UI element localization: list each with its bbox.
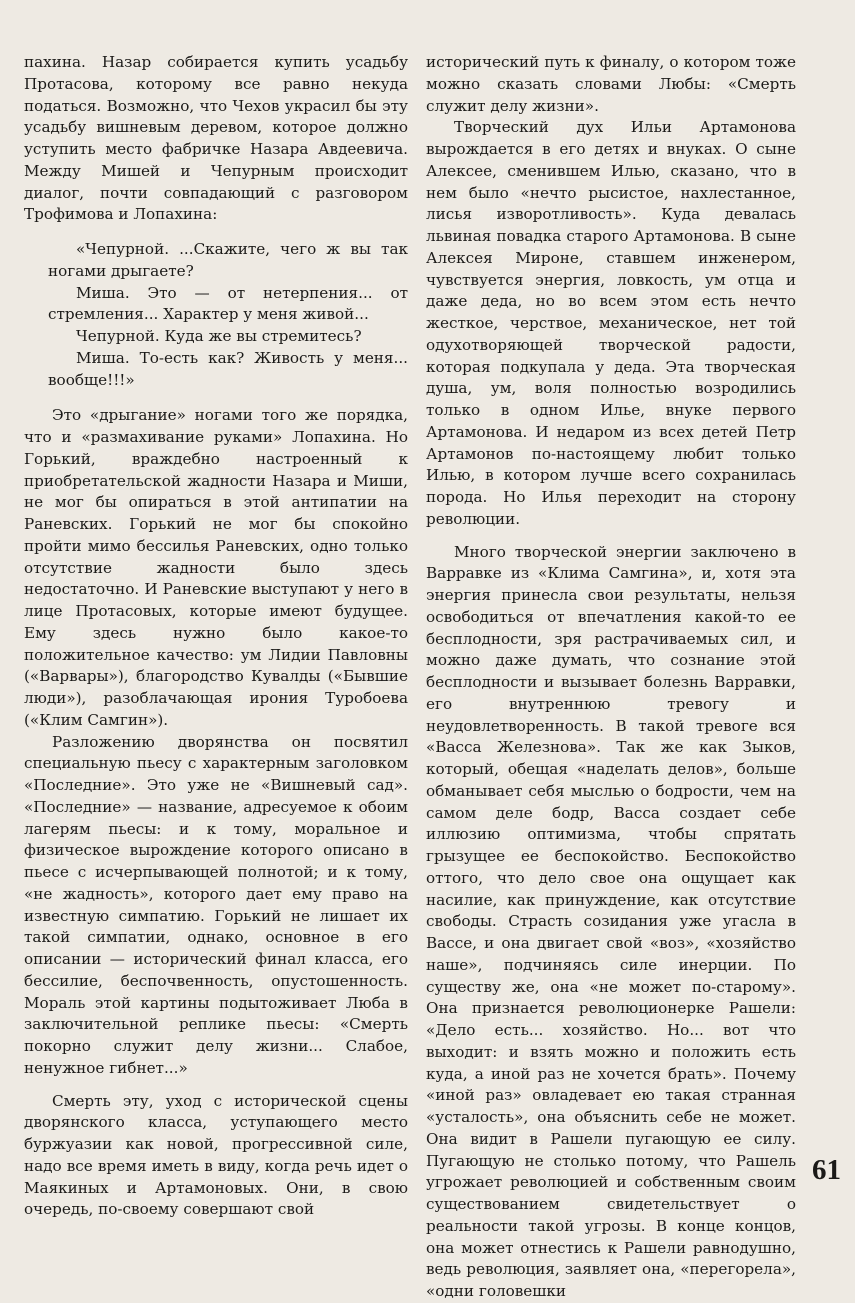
dialogue-line: Чепурной. Куда же вы стремитесь? — [76, 327, 362, 345]
dialogue-line: Миша. Это — от нетерпения... от стремления... Характер у меня живой... — [48, 283, 408, 324]
paragraph: Смерть эту, уход с исторической сцены дворянского класса, уступающего место буржуазии как новой, прогрессивной силе, надо все время иметь в виду, когда речь идет о Маякиных и Артамоновых. Они, в свою очередь, по-своему совершают свой — [24, 1091, 408, 1219]
paragraph: Это «дрыгание» ногами того же порядка, что и «размахивание руками» Лопахина. Но Горький, враждебно настроенный к приобретательской жадности Назара и Миши, не мог бы опираться в этой антипатии на Раневских. Горький не мог бы спокойно пройти мимо бессилья Раневских, одно только отсутствие жадности было здесь недостаточно. И Раневские выступают у него в лице Протасовых, которые имеют будущее. Ему здесь нужно было какое-то положительное качество: ум Лидии Павловны («Варвары»), благородство Кувалды («Бывшие люди»), разоблачающая ирония Туробоева («Клим Самгин»). — [24, 406, 408, 729]
paragraph: Много творческой энергии заключено в Варравке из «Клима Самгина», и, хотя эта энергия принесла свои результаты, нельзя освободиться от впечатления какой-то ее бесплодности, зря растрачиваемых сил, и можно даже думать, что сознание этой бесплодности и вызывает болезнь Варравки, его внутреннюю тревогу и неудовлетворенность. В такой тревоге вся «Васса Железнова». Так же как Зыков, который, обещая «наделать делов», больше обманывает себя мыслью о бодрости, чем на самом деле бодр, Васса создает себе иллюзию оптимизма, чтобы спрятать грызущее ее беспокойство. Беспокойство оттого, что дело свое она ощущает как насилие, как принуждение, как отсутствие свободы. Страсть созидания уже угасла в Вассе, и она двигает свой «воз», «хозяйство наше», подчиняясь силе инерции. По существу же, она «не может по-старому». Она признается революционерке Рашели: «Дело есть... хозяйство. Но... вот что выходит: и взять можно и положить есть куда, а иной раз не хочется брать». Почему «иной раз» овладевает ею такая странная «усталость», она объяснить себе не может. Она видит в Рашели пугающую ее силу. Пугающую не столько потому, что Рашель угрожает революцией и собственным своим существованием свидетельствует о реальности такой угрозы. В конце концов, она может отнестись к Рашели равнодушно, ведь революция, заявляет она, «перегорела», «одни головешки — [426, 542, 796, 1300]
paragraph: пахина. Назар собирается купить усадьбу Протасова, которому все равно некуда податься. Возможно, что Чехов украсил бы эту усадьбу вишневым деревом, которое должно уступить место фабричке Назара Авдеевича. Между Мишей и Чепурным происходит диалог, почти совпадающий с разговором Трофимова и Лопахина: — [24, 53, 408, 224]
page-number: 61 — [812, 1154, 841, 1186]
paragraph: исторический путь к финалу, о котором тоже можно сказать словами Любы: «Смерть служит делу жизни». — [426, 53, 796, 115]
paragraph: Творческий дух Ильи Артамонова вырождается в его детях и внуках. О сыне Алексее, сменившем Илью, сказано, что в нем было «нечто рысистое, нахлестанное, лисья изворотливость». Куда девалась львиная повадка старого Артамонова. В сыне Алексея Мироне, ставшем инженером, чувствуется энергия, ловкость, ум отца и даже деда, но во всем этом есть нечто жесткое, черствое, механическое, нет той одухотворяющей творческой радости, которая подкупала у деда. Эта творческая душа, ум, воля полностью возродились только в одном Илье, внуке первого Артамонова. И недаром из всех детей Петр Артамонов по-настоящему любит только Илью, в котором лучше всего сохранилась порода. Но Илья переходит на сторону революции. — [426, 118, 796, 528]
right-column — [426, 52, 796, 1303]
dialogue-line: «Чепурной. ...Скажите, чего ж вы так ногами дрыгаете? — [48, 240, 408, 280]
dialogue-line: Миша. То-есть как? Живость у меня... вообще!!!» — [48, 348, 408, 389]
paragraph: Разложению дворянства он посвятил специальную пьесу с характерным заголовком «Последние». Это уже не «Вишневый сад». «Последние» — название, адресуемое к обоим лагерям пьесы: и к тому, моральное и физическое вырождение которого описано в пьесе с исчерпывающей полнотой; и к тому, «не жадность», которого дает ему право на известную симпатию. Горький не лишает их такой симпатии, однако, основное в его описании — исторический финал класса, его бессилие, беспочвенность, опустошенность. Мораль этой картины подытоживает Люба в заключительной реплике пьесы: «Смерть покорно служит делу жизни... Слабое, ненужное гибнет...» — [24, 732, 408, 1077]
left-column — [24, 52, 408, 1221]
